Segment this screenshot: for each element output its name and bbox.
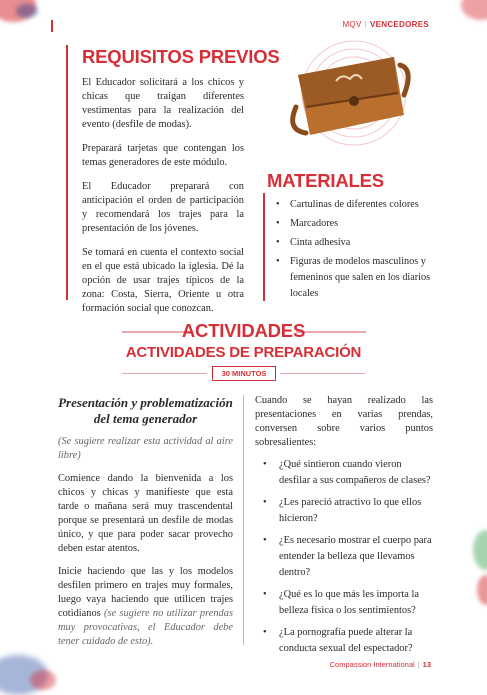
materiales-list <box>276 197 446 305</box>
list-item: • Cartulinas de diferentes colores <box>276 197 446 213</box>
questions-list <box>255 457 433 657</box>
header-right: VENCEDORES <box>369 20 429 29</box>
duration-badge: 30 MINUTOS <box>212 366 276 381</box>
requisitos-body <box>82 76 244 326</box>
section-bar <box>263 193 265 301</box>
requisitos-paragraph: El Educador solicitará a los chicos y chicas que traigan diferentes vestimentas para la realización del evento (desfile de modas). <box>82 77 244 130</box>
requisitos-paragraph: Se tomará en cuenta el contexto social en el que está ubicado la iglesia. Dé la opción de usar trajes típicos de la zona: Costa, Sierra, Oriente u otra formación social que conozcan. <box>82 247 244 314</box>
running-header: MQV | VENCEDORES <box>342 20 429 29</box>
body-paragraph <box>58 565 233 649</box>
watercolor-splash <box>477 575 487 605</box>
body-paragraph: Comience dando la bienvenida a los chicos y chicas y manifieste que esta tarde o mañana será muy trascendental porque se presentará un desfile de modas único, y que para poder sacar provecho deben estar atentos. <box>58 473 233 554</box>
intro-paragraph: Cuando se hayan realizado las presentaciones en varias prendas, conversen sobre varios puntos sobresalientes: <box>255 395 433 448</box>
left-column <box>58 395 233 658</box>
requisitos-paragraph: El Educador preparará con anticipación el orden de participación y recomendará los trajes para la presentación de los jóvenes. <box>82 181 244 234</box>
list-item: • ¿Qué es lo que más les importa la belleza física o los sentimientos? <box>255 587 433 619</box>
list-item: • Marcadores <box>276 216 446 232</box>
watercolor-splash <box>30 670 56 690</box>
column-divider <box>243 395 244 645</box>
page-number: 13 <box>422 660 431 669</box>
suggestion-note: (Se sugiere realizar esta actividad al aire libre) <box>58 436 233 461</box>
divider <box>122 373 207 374</box>
list-item: • ¿Qué sintieron cuando vieron desfilar a sus compañeros de clases? <box>255 457 433 489</box>
bag-icon <box>276 35 421 155</box>
requisitos-title: REQUISITOS PREVIOS <box>82 46 280 67</box>
watercolor-splash <box>461 0 487 20</box>
paragraph-note: (se sugiere no utilizar prendas muy provocativas, el Educador debe tener cuidado de esto). <box>58 608 233 647</box>
right-column <box>255 394 433 663</box>
requisitos-paragraph: Preparará tarjetas que contengan los temas generadores de este módulo. <box>82 143 244 168</box>
list-item: • Figuras de modelos masculinos y femeninos que salen en los diarios locales <box>276 254 446 302</box>
footer-org: Compassion International <box>329 660 415 669</box>
list-item: • Cinta adhesiva <box>276 235 446 251</box>
divider <box>280 373 365 374</box>
header-tick <box>51 20 53 32</box>
list-item: • ¿La pornografía puede alterar la conducta sexual del espectador? <box>255 625 433 657</box>
watercolor-splash <box>16 4 38 18</box>
left-heading: Presentación y problematización del tema generador <box>58 395 233 426</box>
paragraph-text: Inicie haciendo que las y los modelos desfilen primero en trajes muy formales, luego vaya haciendo que utilicen trajes cotidianos <box>58 566 233 619</box>
watercolor-splash <box>473 530 487 570</box>
list-item: • ¿Les pareció atractivo lo que ellos hicieron? <box>255 495 433 527</box>
actividades-subtitle: ACTIVIDADES DE PREPARACIÓN <box>125 344 362 361</box>
materiales-title: MATERIALES <box>267 170 384 191</box>
actividades-title: ACTIVIDADES <box>181 320 306 341</box>
section-bar <box>66 45 68 300</box>
page-footer: Compassion International | 13 <box>329 660 431 669</box>
header-left: MQV <box>342 20 362 29</box>
list-item: • ¿Es necesario mostrar el cuerpo para entender la belleza que llevamos dentro? <box>255 533 433 581</box>
